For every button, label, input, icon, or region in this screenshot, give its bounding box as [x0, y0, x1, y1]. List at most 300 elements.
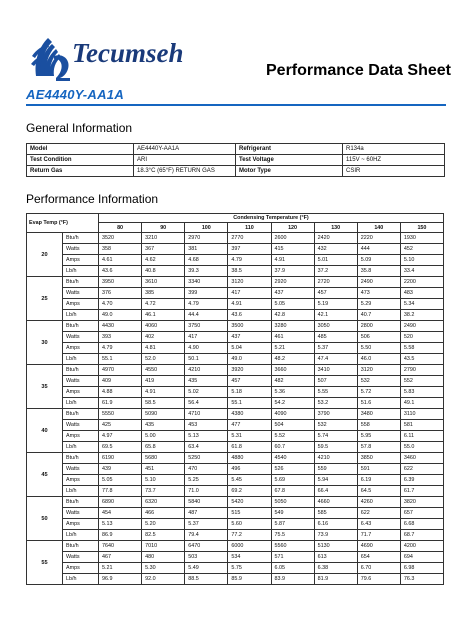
header-row — [27, 214, 444, 223]
table-row — [27, 365, 444, 376]
info-value: CSIR — [343, 166, 445, 177]
value-cell: 5.13 — [99, 519, 142, 530]
value-cell: 5.04 — [228, 343, 271, 354]
value-cell: 457 — [228, 376, 271, 387]
value-cell: 613 — [314, 552, 357, 563]
value-cell: 3500 — [228, 321, 271, 332]
value-cell: 3920 — [228, 365, 271, 376]
value-cell: 44.4 — [185, 310, 228, 321]
column-header: 80 — [99, 223, 142, 233]
table-row — [27, 475, 444, 486]
table-row — [27, 332, 444, 343]
table-row — [27, 563, 444, 574]
table-row — [27, 255, 444, 266]
column-header: 130 — [314, 223, 357, 233]
value-cell: 591 — [357, 464, 400, 475]
value-cell: 552 — [400, 376, 443, 387]
value-cell: 5.09 — [357, 255, 400, 266]
value-cell: 5.34 — [400, 299, 443, 310]
value-cell: 3120 — [357, 365, 400, 376]
value-cell: 77.8 — [99, 486, 142, 497]
value-cell: 96.9 — [99, 574, 142, 585]
value-cell: 581 — [400, 420, 443, 431]
value-cell: 58.5 — [142, 398, 185, 409]
metric-label: Btu/h — [63, 497, 99, 508]
value-cell: 2790 — [400, 365, 443, 376]
value-cell: 6890 — [99, 497, 142, 508]
metric-label: Amps — [63, 563, 99, 574]
value-cell: 71.7 — [357, 530, 400, 541]
svg-text:®: ® — [60, 72, 63, 77]
value-cell: 92.0 — [142, 574, 185, 585]
performance-table — [26, 213, 444, 585]
value-cell: 483 — [400, 288, 443, 299]
value-cell: 3950 — [99, 277, 142, 288]
value-cell: 6320 — [142, 497, 185, 508]
info-label: Refrigerant — [236, 144, 343, 155]
metric-label: Watts — [63, 420, 99, 431]
value-cell: 5.31 — [228, 431, 271, 442]
value-cell: 6.16 — [314, 519, 357, 530]
table-row — [27, 266, 444, 277]
value-cell: 73.7 — [142, 486, 185, 497]
info-value: 18.3°C (65°F) RETURN GAS — [134, 166, 236, 177]
value-cell: 46.1 — [142, 310, 185, 321]
value-cell: 51.6 — [357, 398, 400, 409]
table-row — [27, 310, 444, 321]
column-header: 110 — [228, 223, 271, 233]
value-cell: 5090 — [142, 409, 185, 420]
value-cell: 67.8 — [271, 486, 314, 497]
value-cell: 4.72 — [142, 299, 185, 310]
value-cell: 4.97 — [99, 431, 142, 442]
value-cell: 3280 — [271, 321, 314, 332]
value-cell: 397 — [228, 244, 271, 255]
metric-label: Amps — [63, 519, 99, 530]
value-cell: 487 — [185, 508, 228, 519]
value-cell: 5680 — [142, 453, 185, 464]
value-cell: 571 — [271, 552, 314, 563]
metric-label: Lb/h — [63, 354, 99, 365]
value-cell: 5050 — [271, 497, 314, 508]
value-cell: 5.60 — [228, 519, 271, 530]
value-cell: 43.6 — [99, 266, 142, 277]
value-cell: 61.8 — [228, 442, 271, 453]
value-cell: 33.4 — [400, 266, 443, 277]
value-cell: 5.20 — [142, 519, 185, 530]
metric-label: Amps — [63, 299, 99, 310]
value-cell: 4.81 — [142, 343, 185, 354]
table-row — [27, 277, 444, 288]
info-value: AE4440Y-AA1A — [134, 144, 236, 155]
value-cell: 5.45 — [228, 475, 271, 486]
value-cell: 43.5 — [400, 354, 443, 365]
value-cell: 69.5 — [99, 442, 142, 453]
value-cell: 61.9 — [99, 398, 142, 409]
value-cell: 5250 — [185, 453, 228, 464]
value-cell: 5.72 — [357, 387, 400, 398]
table-row — [27, 453, 444, 464]
value-cell: 5.83 — [400, 387, 443, 398]
value-cell: 367 — [142, 244, 185, 255]
info-label: Motor Type — [236, 166, 343, 177]
value-cell: 2200 — [400, 277, 443, 288]
value-cell: 71.0 — [185, 486, 228, 497]
metric-label: Btu/h — [63, 541, 99, 552]
value-cell: 60.7 — [271, 442, 314, 453]
value-cell: 37.9 — [271, 266, 314, 277]
tecumseh-logo — [30, 26, 195, 84]
value-cell: 4090 — [271, 409, 314, 420]
metric-label: Watts — [63, 508, 99, 519]
value-cell: 3850 — [357, 453, 400, 464]
svg-text:Tecumseh: Tecumseh — [72, 38, 184, 68]
general-info-table — [26, 143, 445, 177]
value-cell: 451 — [142, 464, 185, 475]
value-cell: 4210 — [185, 365, 228, 376]
value-cell: 5.87 — [271, 519, 314, 530]
value-cell: 3660 — [271, 365, 314, 376]
info-label: Model — [27, 144, 134, 155]
table-row — [27, 541, 444, 552]
value-cell: 5.52 — [271, 431, 314, 442]
value-cell: 4380 — [228, 409, 271, 420]
value-cell: 43.6 — [228, 310, 271, 321]
value-cell: 480 — [142, 552, 185, 563]
value-cell: 73.9 — [314, 530, 357, 541]
value-cell: 506 — [357, 332, 400, 343]
value-cell: 4970 — [99, 365, 142, 376]
value-cell: 2600 — [271, 233, 314, 244]
info-label: Return Gas — [27, 166, 134, 177]
metric-label: Lb/h — [63, 310, 99, 321]
metric-label: Btu/h — [63, 365, 99, 376]
evap-temp-cell: 25 — [27, 277, 63, 321]
value-cell: 5.10 — [400, 255, 443, 266]
value-cell: 6.38 — [314, 563, 357, 574]
value-cell: 409 — [99, 376, 142, 387]
value-cell: 5.13 — [185, 431, 228, 442]
value-cell: 2490 — [357, 277, 400, 288]
value-cell: 4660 — [314, 497, 357, 508]
metric-label: Btu/h — [63, 277, 99, 288]
value-cell: 4.88 — [99, 387, 142, 398]
value-cell: 5130 — [314, 541, 357, 552]
value-cell: 3480 — [357, 409, 400, 420]
value-cell: 79.4 — [185, 530, 228, 541]
value-cell: 3410 — [314, 365, 357, 376]
value-cell: 437 — [228, 332, 271, 343]
value-cell: 415 — [271, 244, 314, 255]
table-row — [27, 574, 444, 585]
value-cell: 2720 — [314, 277, 357, 288]
value-cell: 3610 — [142, 277, 185, 288]
value-cell: 1930 — [400, 233, 443, 244]
value-cell: 5.37 — [314, 343, 357, 354]
value-cell: 2970 — [185, 233, 228, 244]
value-cell: 7010 — [142, 541, 185, 552]
value-cell: 482 — [271, 376, 314, 387]
info-value: 115V ~ 60HZ — [343, 155, 445, 166]
value-cell: 46.0 — [357, 354, 400, 365]
value-cell: 7640 — [99, 541, 142, 552]
value-cell: 526 — [271, 464, 314, 475]
condensing-temp-header: Condensing Temperature (°F) — [99, 214, 444, 223]
value-cell: 5.10 — [142, 475, 185, 486]
metric-label: Amps — [63, 475, 99, 486]
value-cell: 435 — [185, 376, 228, 387]
value-cell: 4060 — [142, 321, 185, 332]
value-cell: 2420 — [314, 233, 357, 244]
value-cell: 57.8 — [357, 442, 400, 453]
value-cell: 6.98 — [400, 563, 443, 574]
metric-label: Amps — [63, 255, 99, 266]
value-cell: 417 — [185, 332, 228, 343]
value-cell: 4540 — [271, 453, 314, 464]
value-cell: 42.8 — [271, 310, 314, 321]
value-cell: 534 — [228, 552, 271, 563]
value-cell: 520 — [400, 332, 443, 343]
value-cell: 79.6 — [357, 574, 400, 585]
table-row — [27, 354, 444, 365]
value-cell: 4.61 — [99, 255, 142, 266]
value-cell: 40.8 — [142, 266, 185, 277]
value-cell: 3210 — [142, 233, 185, 244]
value-cell: 47.4 — [314, 354, 357, 365]
value-cell: 6.43 — [357, 519, 400, 530]
value-cell: 393 — [99, 332, 142, 343]
value-cell: 466 — [142, 508, 185, 519]
value-cell: 39.3 — [185, 266, 228, 277]
value-cell: 3340 — [185, 277, 228, 288]
value-cell: 5.58 — [400, 343, 443, 354]
value-cell: 4.91 — [228, 299, 271, 310]
metric-label: Amps — [63, 431, 99, 442]
info-row — [27, 166, 445, 177]
value-cell: 3050 — [314, 321, 357, 332]
table-row — [27, 552, 444, 563]
value-cell: 503 — [185, 552, 228, 563]
value-cell: 68.7 — [400, 530, 443, 541]
value-cell: 4880 — [228, 453, 271, 464]
table-row — [27, 464, 444, 475]
value-cell: 56.4 — [185, 398, 228, 409]
value-cell: 4.91 — [271, 255, 314, 266]
value-cell: 4.62 — [142, 255, 185, 266]
value-cell: 5.36 — [271, 387, 314, 398]
table-row — [27, 519, 444, 530]
value-cell: 417 — [228, 288, 271, 299]
value-cell: 558 — [357, 420, 400, 431]
value-cell: 55.1 — [99, 354, 142, 365]
table-row — [27, 321, 444, 332]
column-header: 120 — [271, 223, 314, 233]
info-row — [27, 144, 445, 155]
value-cell: 4200 — [400, 541, 443, 552]
value-cell: 376 — [99, 288, 142, 299]
table-row — [27, 409, 444, 420]
value-cell: 5.05 — [99, 475, 142, 486]
value-cell: 5.50 — [357, 343, 400, 354]
value-cell: 3460 — [400, 453, 443, 464]
info-label: Test Condition — [27, 155, 134, 166]
table-row — [27, 244, 444, 255]
value-cell: 507 — [314, 376, 357, 387]
value-cell: 461 — [271, 332, 314, 343]
metric-label: Watts — [63, 244, 99, 255]
table-row — [27, 376, 444, 387]
value-cell: 435 — [142, 420, 185, 431]
table-row — [27, 299, 444, 310]
metric-label: Btu/h — [63, 233, 99, 244]
metric-label: Lb/h — [63, 486, 99, 497]
table-row — [27, 431, 444, 442]
value-cell: 453 — [185, 420, 228, 431]
metric-label: Watts — [63, 376, 99, 387]
value-cell: 81.9 — [314, 574, 357, 585]
value-cell: 3520 — [99, 233, 142, 244]
value-cell: 5.21 — [99, 563, 142, 574]
value-cell: 5.02 — [185, 387, 228, 398]
value-cell: 6.39 — [400, 475, 443, 486]
table-row — [27, 530, 444, 541]
value-cell: 454 — [99, 508, 142, 519]
value-cell: 622 — [357, 508, 400, 519]
value-cell: 53.2 — [314, 398, 357, 409]
general-info-heading: General Information — [26, 121, 133, 135]
value-cell: 654 — [357, 552, 400, 563]
value-cell: 4260 — [357, 497, 400, 508]
value-cell: 2770 — [228, 233, 271, 244]
tecumseh-logo-art — [30, 26, 195, 84]
value-cell: 467 — [99, 552, 142, 563]
value-cell: 504 — [271, 420, 314, 431]
table-row — [27, 486, 444, 497]
value-cell: 6.68 — [400, 519, 443, 530]
value-cell: 77.2 — [228, 530, 271, 541]
metric-label: Amps — [63, 343, 99, 354]
value-cell: 76.3 — [400, 574, 443, 585]
model-number: AE4440Y-AA1A — [26, 87, 125, 102]
value-cell: 59.5 — [314, 442, 357, 453]
value-cell: 5.30 — [142, 563, 185, 574]
value-cell: 38.5 — [228, 266, 271, 277]
value-cell: 5.00 — [142, 431, 185, 442]
evap-temp-cell: 40 — [27, 409, 63, 453]
value-cell: 694 — [400, 552, 443, 563]
value-cell: 82.5 — [142, 530, 185, 541]
value-cell: 55.0 — [400, 442, 443, 453]
column-header: 100 — [185, 223, 228, 233]
evap-temp-cell: 50 — [27, 497, 63, 541]
value-cell: 515 — [228, 508, 271, 519]
value-cell: 3820 — [400, 497, 443, 508]
value-cell: 66.4 — [314, 486, 357, 497]
value-cell: 5420 — [228, 497, 271, 508]
value-cell: 64.5 — [357, 486, 400, 497]
value-cell: 439 — [99, 464, 142, 475]
value-cell: 2490 — [400, 321, 443, 332]
value-cell: 425 — [99, 420, 142, 431]
value-cell: 5.94 — [314, 475, 357, 486]
info-label: Test Voltage — [236, 155, 343, 166]
value-cell: 385 — [142, 288, 185, 299]
metric-label: Watts — [63, 288, 99, 299]
value-cell: 3110 — [400, 409, 443, 420]
value-cell: 4.79 — [99, 343, 142, 354]
value-cell: 358 — [99, 244, 142, 255]
value-cell: 532 — [314, 420, 357, 431]
model-divider — [26, 104, 446, 106]
evap-temp-cell: 45 — [27, 453, 63, 497]
value-cell: 83.9 — [271, 574, 314, 585]
value-cell: 69.2 — [228, 486, 271, 497]
value-cell: 5.01 — [314, 255, 357, 266]
metric-label: Amps — [63, 387, 99, 398]
metric-label: Lb/h — [63, 442, 99, 453]
metric-label: Lb/h — [63, 530, 99, 541]
value-cell: 49.1 — [400, 398, 443, 409]
value-cell: 381 — [185, 244, 228, 255]
value-cell: 470 — [185, 464, 228, 475]
value-cell: 4.70 — [99, 299, 142, 310]
value-cell: 549 — [271, 508, 314, 519]
value-cell: 4.79 — [185, 299, 228, 310]
value-cell: 4210 — [314, 453, 357, 464]
value-cell: 419 — [142, 376, 185, 387]
metric-label: Btu/h — [63, 321, 99, 332]
value-cell: 5550 — [99, 409, 142, 420]
table-row — [27, 233, 444, 244]
value-cell: 4.90 — [185, 343, 228, 354]
info-row — [27, 155, 445, 166]
value-cell: 61.7 — [400, 486, 443, 497]
value-cell: 4.91 — [142, 387, 185, 398]
value-cell: 75.5 — [271, 530, 314, 541]
evap-temp-cell: 20 — [27, 233, 63, 277]
value-cell: 402 — [142, 332, 185, 343]
metric-label: Lb/h — [63, 574, 99, 585]
value-cell: 496 — [228, 464, 271, 475]
value-cell: 5560 — [271, 541, 314, 552]
model-header — [26, 86, 446, 106]
info-value: ARI — [134, 155, 236, 166]
value-cell: 49.0 — [228, 354, 271, 365]
value-cell: 5.21 — [271, 343, 314, 354]
evap-temp-cell: 55 — [27, 541, 63, 585]
page-title: Performance Data Sheet — [266, 62, 451, 79]
value-cell: 85.9 — [228, 574, 271, 585]
value-cell: 457 — [314, 288, 357, 299]
value-cell: 2920 — [271, 277, 314, 288]
value-cell: 444 — [357, 244, 400, 255]
value-cell: 5.05 — [271, 299, 314, 310]
column-header: 140 — [357, 223, 400, 233]
value-cell: 6.19 — [357, 475, 400, 486]
value-cell: 485 — [314, 332, 357, 343]
value-cell: 6.11 — [400, 431, 443, 442]
value-cell: 432 — [314, 244, 357, 255]
value-cell: 5.19 — [314, 299, 357, 310]
value-cell: 5.69 — [271, 475, 314, 486]
table-row — [27, 508, 444, 519]
value-cell: 5.18 — [228, 387, 271, 398]
value-cell: 5.55 — [314, 387, 357, 398]
value-cell: 4710 — [185, 409, 228, 420]
value-cell: 55.1 — [228, 398, 271, 409]
value-cell: 5.49 — [185, 563, 228, 574]
value-cell: 6190 — [99, 453, 142, 464]
